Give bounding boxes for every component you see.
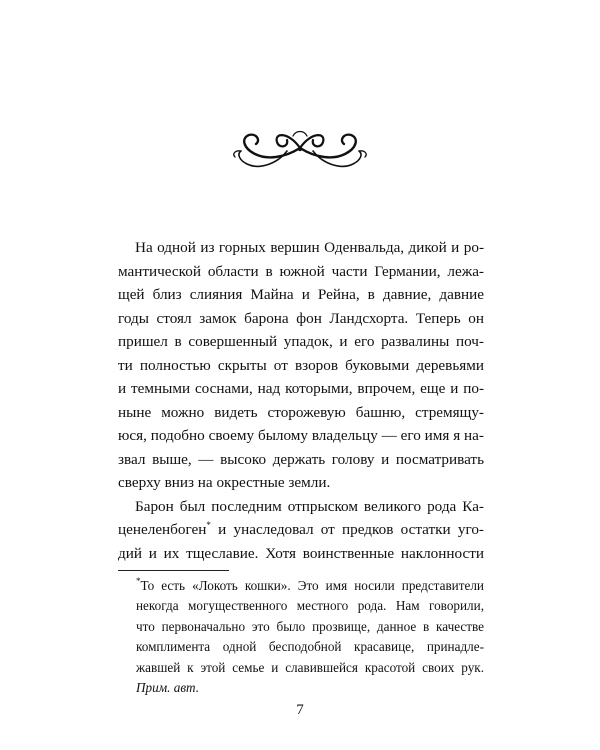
footnote — [118, 576, 484, 698]
text-fragment: ценеленбоген — [118, 521, 207, 538]
footnote-line: что первоначально это было прозвище, данное в качестве — [136, 618, 484, 634]
footnote-line: комплимента одной бесподобной красавице, принадле- — [136, 639, 484, 655]
decorative-flourish-icon — [229, 118, 371, 174]
text-line: юся, подобно своему былому владельцу — его имя я на- — [118, 427, 484, 444]
text-line: ти полностью скрыты от взоров буковыми деревьями — [118, 356, 484, 374]
text-line: годы стоял замок барона фон Ландсхорта. Теперь он — [118, 309, 484, 327]
text-line: сверху вниз на окрестные земли. — [118, 474, 331, 491]
text-line: ныне можно видеть сторожевую башню, стремящу- — [118, 403, 484, 421]
text-line: звал выше, — высоко держать голову и посматривать — [118, 450, 484, 468]
text-line: щей близ слияния Майна и Рейна, в давние, давние — [118, 286, 484, 303]
main-text — [118, 236, 484, 565]
paragraph-1 — [118, 236, 484, 495]
footnote-line: некогда могущественного местного рода. Нам говорили, — [136, 598, 484, 614]
text-line: Барон был последним отпрыском великого рода Ка- — [135, 497, 484, 515]
footnote-reference: * — [206, 520, 211, 530]
footnote-mark: * — [136, 576, 141, 586]
footnote-line — [118, 576, 484, 596]
page-number: 7 — [296, 702, 304, 718]
text-line: дий и их тщеславие. Хотя воинственные наклонности — [118, 544, 484, 562]
paragraph-2 — [118, 495, 484, 566]
text-fragment: и унаследовал от предков остатки уго- — [210, 521, 484, 538]
text-line: На одной из горных вершин Оденвальда, дикой и ро- — [135, 239, 484, 256]
text-line: пришел в совершенный упадок, и его развалины поч- — [118, 333, 484, 350]
footnote-line: жавшей к этой семье и славившейся красотой своих рук. — [136, 659, 484, 675]
text-line — [118, 518, 484, 542]
footnote-attribution — [118, 678, 484, 698]
text-line: мантической области в южной части Германии, лежа- — [118, 262, 484, 280]
text-line: и темными соснами, над которыми, впрочем, еще и по- — [118, 380, 484, 397]
attribution-text: Прим. авт. — [136, 680, 200, 696]
footnote-divider — [118, 570, 229, 571]
text-fragment: То есть «Локоть кошки». Это имя носили представители — [140, 578, 484, 593]
